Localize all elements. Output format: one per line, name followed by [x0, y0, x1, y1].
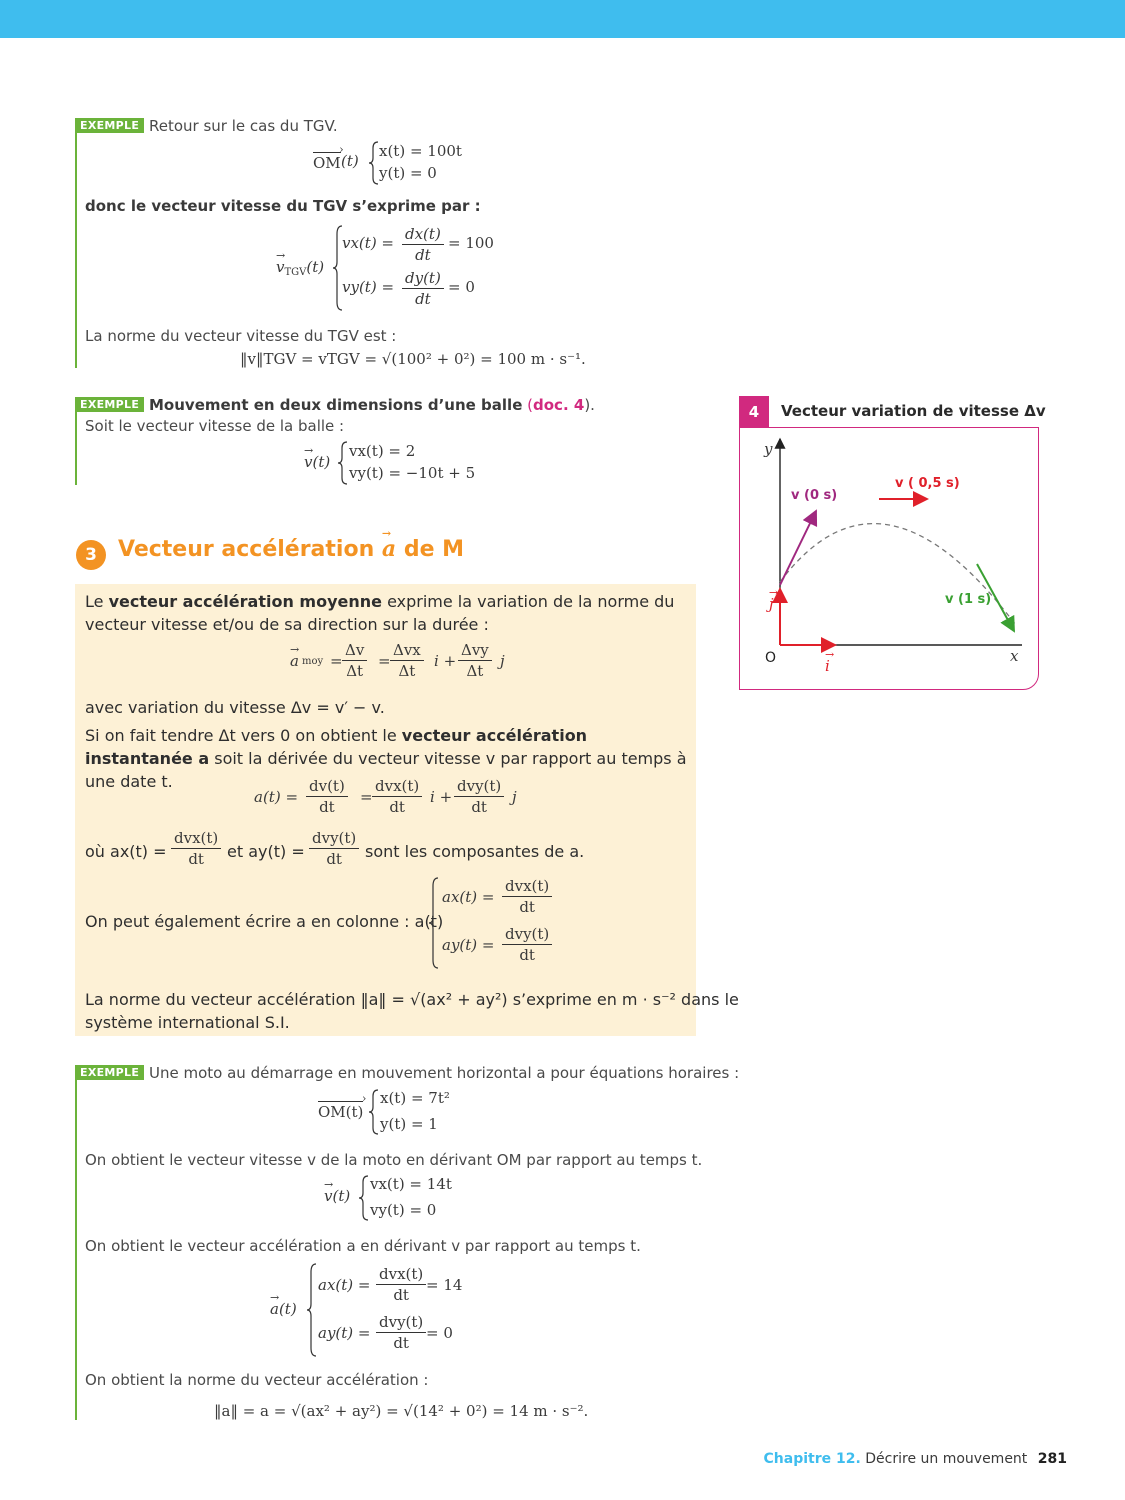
example-2-badge: EXEMPLE — [75, 397, 144, 412]
page-number: 281 — [1037, 1451, 1067, 1467]
moto-ax-fraction: dvx(t) dt — [376, 1264, 426, 1305]
col-ax-lhs: ax(t) = — [442, 888, 495, 906]
example-3-line2: On obtient le vecteur vitesse v de la moto en dérivant OM par rapport au temps t. — [85, 1151, 703, 1169]
vy-fraction: $\frac{dy(t)}{dt}$ — [402, 268, 444, 309]
at-fraction-3: dvy(t) dt — [454, 776, 504, 817]
example-1-badge: EXEMPLE — [75, 118, 144, 133]
moto-ay-rhs: = 0 — [426, 1324, 453, 1342]
example-1-margin-bar — [75, 118, 77, 368]
vx-rhs: = 100 — [448, 234, 494, 252]
example-1-lead: donc le vecteur vitesse du TGV s’exprime par : — [85, 197, 481, 215]
velocity-arrow-0s — [780, 511, 816, 585]
axis-y-label: y — [764, 440, 773, 458]
example-3-line3: On obtient le vecteur accélération a en dérivant v par rapport au temps t. — [85, 1237, 641, 1255]
section-title-vector: → a — [382, 536, 396, 562]
origin-label: O — [765, 650, 777, 666]
amoy-fraction-2: Δvx Δt — [390, 640, 424, 681]
definition-p6-line1: La norme du vecteur accélération ‖a‖ = √(ax² + ay²) s’exprime en m · s⁻² dans le — [85, 990, 739, 1009]
om-vector-label: OM › — [313, 152, 341, 172]
section-title: Vecteur accélération → a de M — [118, 536, 464, 562]
vy-lhs: vy(t) = — [342, 278, 395, 296]
moto-a-label: → a(t) — [270, 1300, 297, 1318]
column-brace — [428, 876, 440, 970]
doc-title: Vecteur variation de vitesse Δv — [781, 402, 1046, 420]
definition-p1: Le vecteur accélération moyenne exprime la variation de la norme du vecteur vitesse et/ou de sa direction sur la durée : — [85, 592, 675, 634]
col-ay-fraction: dvy(t) dt — [502, 924, 552, 965]
example-2-intro: Soit le vecteur vitesse de la balle : — [85, 417, 345, 435]
footer-chapter: Chapitre 12. — [763, 1451, 861, 1467]
moto-norm-formula: ‖a‖ = a = √(ax² + ay²) = √(14² + 0²) = 14 m · s⁻². — [214, 1402, 589, 1420]
col-ax-fraction: dvx(t) dt — [502, 876, 552, 917]
moto-x-equation: x(t) = 7t² — [380, 1089, 450, 1107]
moto-acceleration-system — [270, 1262, 490, 1358]
definition-p3: Si on fait tendre Δt vers 0 on obtient le vecteur accélération instantanée a soit la dérivée du vecteur vitesse v par rapport au temps à une date t. — [85, 726, 687, 791]
moto-vy: vy(t) = 0 — [370, 1201, 437, 1219]
vy-rhs: = 0 — [448, 278, 475, 296]
example-1-norm-text: La norme du vecteur vitesse du TGV est : — [85, 327, 397, 345]
ball-brace — [337, 440, 349, 486]
ball-v-label: → v(t) — [304, 453, 330, 471]
instantaneous-acceleration-formula: a(t) = $\frac{dv(t)}{dt}$ = dvx(t) dt i + dvy(t) dt j — [254, 777, 517, 816]
amoy-symbol: → a — [290, 652, 299, 670]
footer-title: Décrire un mouvement — [865, 1451, 1028, 1467]
section-number: 3 — [76, 540, 106, 570]
example-3-margin-bar — [75, 1065, 77, 1420]
definition-p4: où ax(t) = dvx(t) dt et ay(t) = dvy(t) dt sont les composantes de a. — [85, 829, 585, 868]
definition-p6-line2: système international S.I. — [85, 1013, 290, 1032]
unit-j-label: → j — [769, 595, 774, 613]
example-1-norm-formula: ‖v‖TGV = vTGV = √(100² + 0²) = 100 m · s⁻¹. — [240, 350, 586, 368]
doc-ref-close: ). — [584, 396, 595, 414]
page-footer — [764, 1451, 1067, 1467]
p4-fraction-2: dvy(t) dt — [309, 828, 359, 869]
om-argument: (t) — [341, 152, 359, 170]
example-2-heading — [149, 395, 595, 415]
unit-i-label: → i — [825, 657, 830, 675]
document-4-figure — [739, 396, 1046, 690]
moto-ay-fraction: dvy(t) dt — [376, 1312, 426, 1353]
moto-y-equation: y(t) = 1 — [380, 1115, 438, 1133]
axis-x-label: x — [1010, 647, 1019, 665]
vx-lhs: vx(t) = — [342, 234, 395, 252]
doc-ref-open: ( — [527, 396, 534, 414]
label-v-1s: v (1 s) — [945, 592, 992, 607]
moto-ay-lhs: ay(t) = — [318, 1324, 371, 1342]
top-color-band — [0, 0, 1125, 38]
col-ay-lhs: ay(t) = — [442, 936, 495, 954]
trajectory-curve — [780, 524, 1015, 624]
doc-number: 4 — [739, 396, 769, 428]
column-acceleration-system — [428, 876, 568, 970]
moto-ax-rhs: = 14 — [426, 1276, 463, 1294]
label-v-0s: v (0 s) — [791, 488, 838, 503]
moto-om-brace — [368, 1088, 380, 1136]
at-lhs: a(t) = — [254, 788, 299, 806]
definition-p2: avec variation du vitesse Δv = v′ − v. — [85, 698, 385, 717]
ball-vx: vx(t) = 2 — [349, 442, 416, 460]
vx-fraction: $\frac{dx(t)}{dt}$ — [402, 224, 444, 265]
example-3-line4: On obtient la norme du vecteur accélération : — [85, 1371, 429, 1389]
moto-ax-lhs: ax(t) = — [318, 1276, 371, 1294]
om-x-equation: x(t) = 100t — [379, 142, 462, 160]
at-fraction-1: $\frac{dv(t)}{dt}$ — [306, 776, 348, 817]
ball-vy: vy(t) = −10t + 5 — [349, 464, 476, 482]
label-v-05s: v ( 0,5 s) — [895, 476, 960, 491]
doc-4-link[interactable]: doc. 4 — [533, 396, 585, 414]
example-3-intro: Une moto au démarrage en mouvement horizontal a pour équations horaires : — [149, 1064, 740, 1082]
example-2-title: Mouvement en deux dimensions d’une balle — [149, 396, 523, 414]
definition-p5: On peut également écrire a en colonne : a(t) — [85, 912, 444, 931]
moto-v-label: → v(t) — [324, 1187, 350, 1205]
moto-v-brace — [358, 1174, 370, 1222]
moto-vx: vx(t) = 14t — [370, 1175, 452, 1193]
example-1-velocity-system — [276, 224, 536, 312]
example-3-badge: EXEMPLE — [75, 1065, 144, 1080]
at-fraction-2: dvx(t) dt — [372, 776, 422, 817]
average-acceleration-formula: → a moy = $\frac{\Delta v}{\Delta t}$ = Δvx Δt i + Δvy Δt j — [290, 640, 550, 686]
om-y-equation: y(t) = 0 — [379, 164, 437, 182]
amoy-fraction-1: $\frac{\Delta v}{\Delta t}$ — [342, 640, 367, 681]
amoy-subscript: moy — [302, 656, 324, 667]
moto-om-label: OM(t) › — [318, 1101, 363, 1121]
velocity-variation-diagram — [739, 427, 1039, 690]
v-tgv-symbol: → $v_{TGV}(t)$ — [276, 258, 324, 278]
p4-fraction-1: dvx(t) dt — [171, 828, 221, 869]
example-1-intro: Retour sur le cas du TGV. — [149, 117, 338, 135]
moto-a-brace — [306, 1262, 318, 1358]
amoy-fraction-3: Δvy Δt — [458, 640, 492, 681]
